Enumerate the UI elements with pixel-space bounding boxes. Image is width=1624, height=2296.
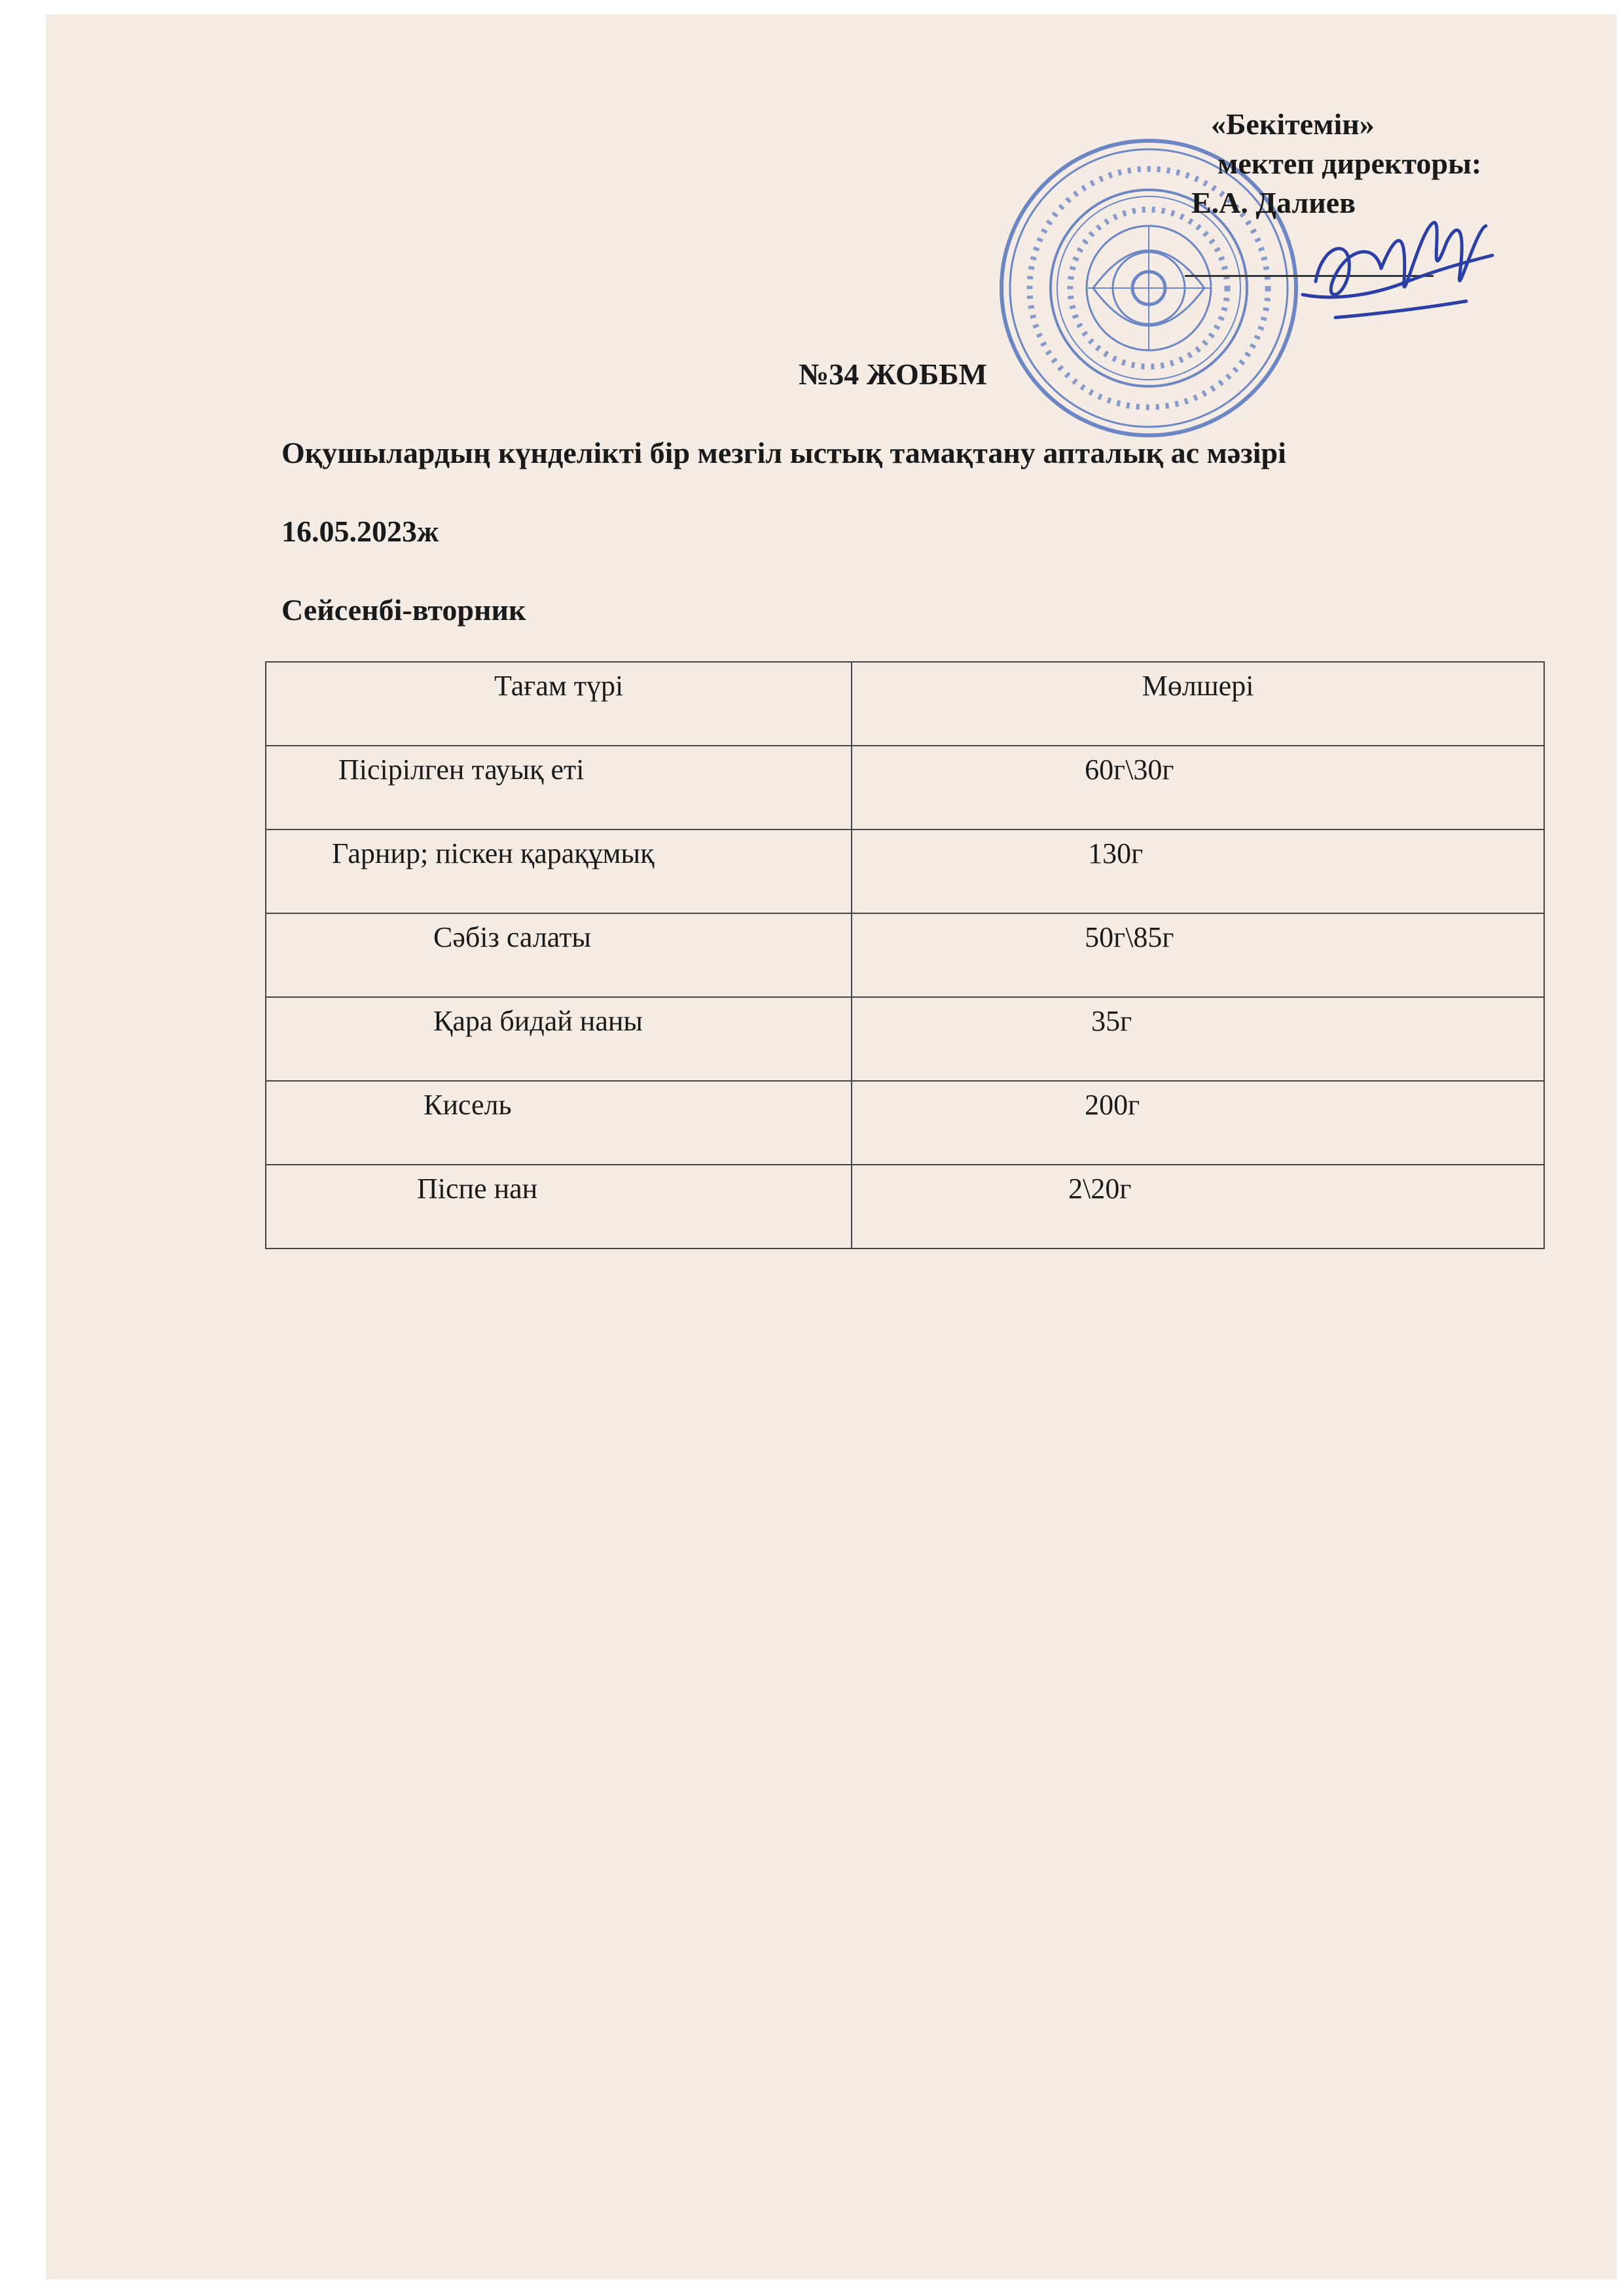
menu-day: Сейсенбі-вторник [281,593,526,627]
dish-quantity: 2\20г [852,1165,1544,1248]
school-name: №34 ЖОББМ [799,357,988,391]
approval-director-name: Е.А. Далиев [1191,186,1356,219]
dish-name: Сәбіз салаты [266,913,852,997]
header-dish-type: Тағам түрі [266,662,852,746]
dish-name: Гарнир; піскен қарақұмық [266,829,852,913]
dish-quantity: 130г [852,829,1544,913]
dish-quantity: 50г\85г [852,913,1544,997]
menu-table [265,661,1545,1249]
table-row [266,746,1544,829]
menu-date: 16.05.2023ж [281,515,439,548]
dish-quantity: 200г [852,1081,1544,1165]
header-quantity: Мөлшері [852,662,1544,746]
table-row [266,829,1544,913]
menu-title: Оқушылардың күнделікті бір мезгіл ыстық тамақтану апталық ас мәзірі [281,436,1286,469]
director-signature [1296,203,1506,334]
table-header-row [266,662,1544,746]
table-row [266,1165,1544,1248]
table-row [266,913,1544,997]
table-row [266,1081,1544,1165]
dish-name: Кисель [266,1081,852,1165]
table-row [266,997,1544,1081]
dish-name: Пісірілген тауық еті [266,746,852,829]
dish-quantity: 35г [852,997,1544,1081]
dish-name: Піспе нан [266,1165,852,1248]
approval-line-1: «Бекітемін» [1211,107,1375,141]
dish-name: Қара бидай наны [266,997,852,1081]
approval-line-2: мектеп директоры: [1218,147,1482,180]
dish-quantity: 60г\30г [852,746,1544,829]
